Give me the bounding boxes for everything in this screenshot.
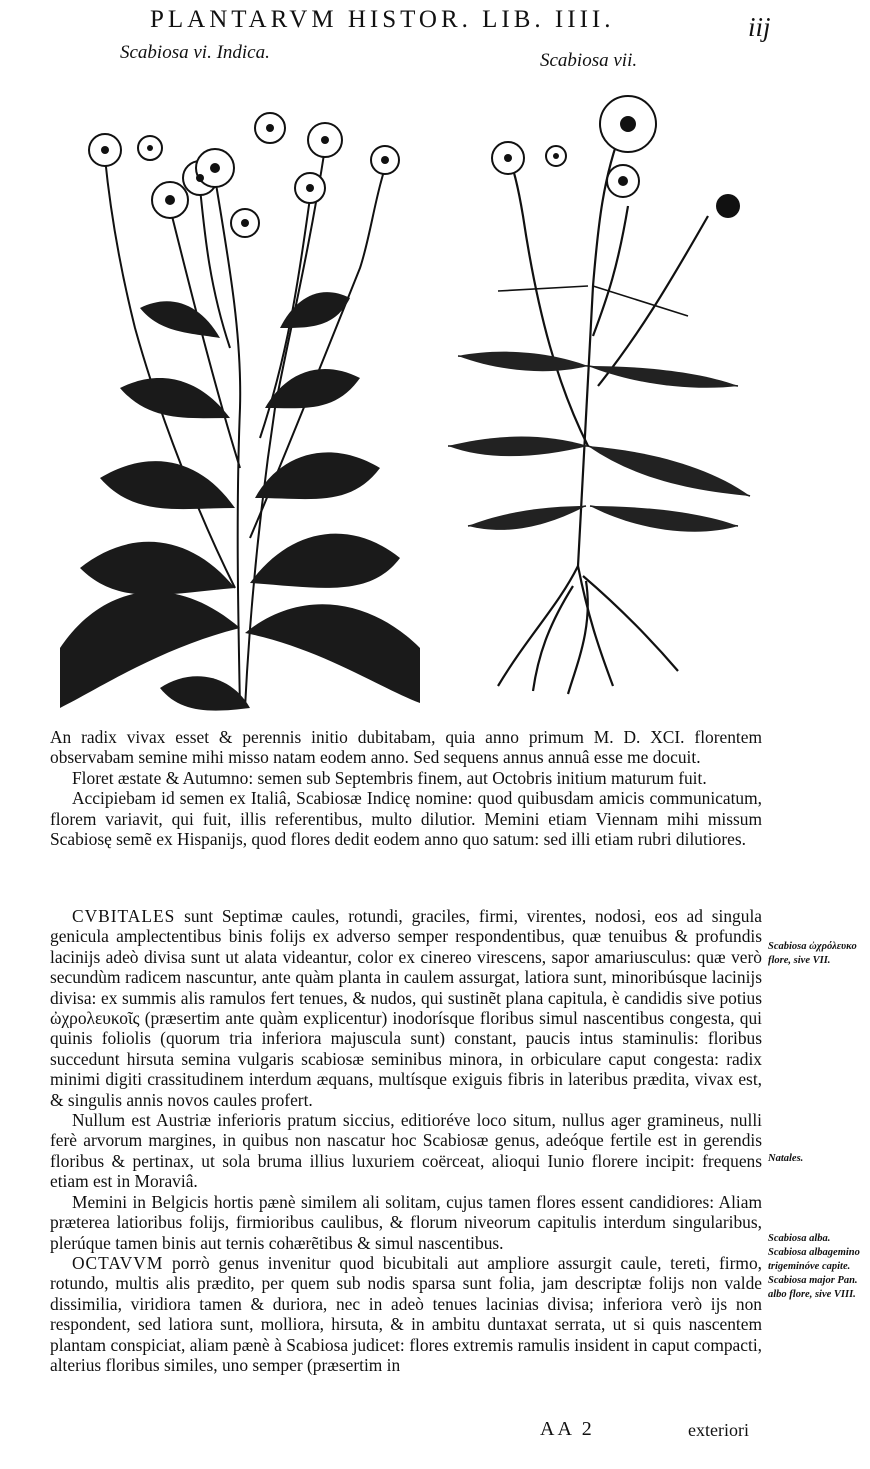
paragraph-text: Nullum est Austriæ inferioris pratum siccius, editioréve loco situm, nullus ager gramineus, nulli ferè arvorum margines, in quibus non nascatur hoc Scabiosæ genus, adeóque fertile est in gerendis floribus & pertinax, ut sola bruma illius luxuriem coërceat, alioqui Iunio florere incipit: frequens etiam est in Moraviâ. — [50, 1110, 762, 1192]
running-head: PLANTARVM HISTOR. LIB. IIII. — [150, 6, 615, 33]
signature-mark: AA 2 — [540, 1418, 595, 1440]
text-block-upper — [50, 727, 762, 849]
paragraph — [50, 1253, 762, 1375]
paragraph — [50, 1192, 762, 1253]
marginal-note: Scabiosa alba. Scabiosa albagemino trigeminóve capite. Scabiosa major Pan. albo flore, sive VIII. — [768, 1233, 860, 1300]
text-block-lower — [50, 906, 762, 1375]
folio-number: iij — [748, 12, 771, 42]
paragraph-lead: OCTAVVM — [72, 1252, 164, 1273]
marginal-note: Scabiosa ὠχρόλευκο flore, sive VII. — [768, 941, 857, 966]
woodcut-scabiosa-septima — [438, 86, 756, 698]
paragraph-lead: CVBITALES — [72, 906, 176, 926]
paragraph: Floret æstate & Autumno: semen sub Septembris finem, aut Octobris initium maturum fuit. — [72, 767, 707, 788]
paragraph-text: porrò genus invenitur quod bicubitali aut ampliore assurgit caule, tereti, firmo, rotundo, multis alis prædito, per quem sub nodis sparsa sunt folia, jam descriptæ folijs non valde dissimilia, viridiora tamen & duriora, nec in adeò tenues lacinias divisa; inferiora verò ijs non respondent, sed latiora sunt, molliora, hirsuta, & in ambitu duntaxat serrata, ut si quis nascentem plantam conspiciat, aliam pænè à Scabiosa judicet: flores extremis ramulis insident in caput compacti, alterius floribus similes, uno semper (præsertim in — [50, 1252, 762, 1375]
figure-label-right: Scabiosa vii. — [540, 50, 638, 71]
figure-label-left: Scabiosa vi. Indica. — [120, 42, 270, 63]
paragraph: An radix vivax esset & perennis initio dubitabam, quia anno primum M. D. XCI. florentem observabam semine mihi misso natam eodem anno. Sed sequens annus annuâ esse me docuit. — [50, 727, 762, 768]
catchword: exteriori — [688, 1420, 749, 1440]
marginal-note: Natales. — [768, 1153, 804, 1164]
paragraph-text: Memini in Belgicis hortis pænè similem ali solitam, cujus tamen flores essent candidiores: Aliam præterea latioribus folijs, firmioribus caulibus, & florum niveorum capitulis interdum singularibus, plerúque tamen binis aut ternis cohærẽtibus & simul nascentibus. — [50, 1191, 762, 1253]
paragraph — [50, 906, 762, 1110]
paragraph — [50, 1110, 762, 1192]
paragraph: Accipiebam id semen ex Italiâ, Scabiosæ Indicę nomine: quod quibusdam amicis communicatum, florem variavit, qui fuit, illis referentibus, multo dilutior. Memini etiam Viennam mihi missum Scabiosę semẽ ex Hispanijs, quod flores dedit eodem anno quo satum: sed illi etiam rubri dilutiores. — [50, 788, 762, 850]
woodcut-scabiosa-indica — [40, 88, 430, 723]
paragraph-text: sunt Septimæ caules, rotundi, graciles, firmi, virentes, nodosi, eos ad singula genicula amplectentibus binis folijs ex adverso semper respondentibus, quæ tenuibus & profundis lacinijs adeò divisa sunt ut alata videantur, color ex cinereo virescens, sapor amariusculus: quæ verò secundùm radicem nascuntur, ante quàm planta in caulem assurgat, latiora sunt, minoribúsque lacinijs divisa: ex summis alis ramulos fert tenues, & nudos, qui sustinẽt plana capitula, è candidis sive potius ὠχρολευκοῖς (præsertim ante quàm explicentur) inodorísque floribus simul nascentibus congesta, qui quinis foliolis (quorum tria inferiora majuscula sunt) constant, paucis intus staminulis: floribus succedunt hirsuta semina vulgaris scabiosæ seminibus minora, in orbiculare caput congesta: radix minimi digiti crassitudinem interdum æquans, multísque exiguis fibris in lateribus prædita, vivax est, & singulis annis novos caules profert. — [50, 906, 762, 1110]
